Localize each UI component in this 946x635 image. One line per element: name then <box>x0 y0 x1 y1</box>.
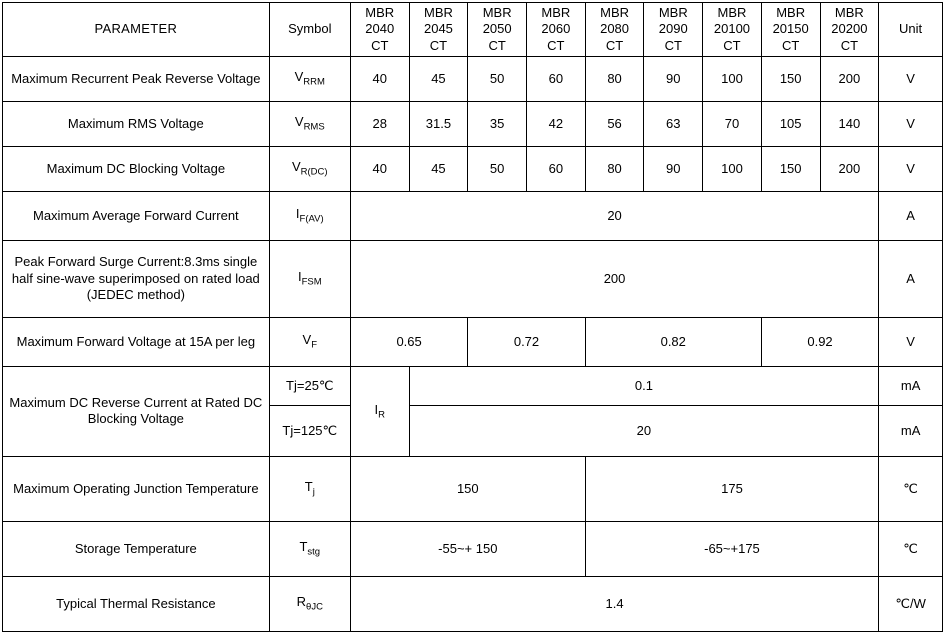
part-line-1: MBR <box>424 5 453 20</box>
symbol-subscript: FSM <box>301 276 322 288</box>
part-line-2: 2040 <box>365 21 395 37</box>
row-parameter: Typical Thermal Resistance <box>3 577 270 632</box>
symbol-base: V <box>294 69 304 85</box>
cell-value: 105 <box>761 101 820 146</box>
cell-value: 100 <box>703 56 762 101</box>
part-line-3: CT <box>605 37 624 53</box>
symbol-base: T <box>299 539 308 555</box>
part-line-3: CT <box>723 37 741 53</box>
symbol-subscript: θJC <box>306 601 323 613</box>
cell-value: 45 <box>409 56 468 101</box>
cell-value-group: 0.92 <box>761 317 878 366</box>
part-line-2: 2090 <box>658 21 688 37</box>
symbol-subscript: F <box>311 339 318 351</box>
row-symbol <box>269 317 350 366</box>
cell-value: 200 <box>820 146 879 191</box>
row-symbol <box>350 366 409 456</box>
row-unit: V <box>879 146 943 191</box>
part-line-2: 20200 <box>831 21 868 37</box>
cell-value: 50 <box>468 56 527 101</box>
header-part-mbr2090ct <box>644 3 703 57</box>
cell-value: 60 <box>527 56 586 101</box>
cell-value: 80 <box>585 56 644 101</box>
table-row <box>3 56 943 101</box>
cell-value: 80 <box>585 146 644 191</box>
table-row <box>3 191 943 240</box>
cell-value: 90 <box>644 56 703 101</box>
symbol-base: V <box>291 159 301 175</box>
table-row <box>3 146 943 191</box>
part-line-2: 2060 <box>541 21 571 37</box>
part-line-1: MBR <box>365 5 395 20</box>
part-line-1: MBR <box>834 5 864 20</box>
cell-value: 56 <box>585 101 644 146</box>
part-line-3: CT <box>781 37 800 53</box>
cell-value: 31.5 <box>409 101 468 146</box>
symbol-base: V <box>294 114 304 130</box>
header-parameter: PARAMETER <box>3 3 270 57</box>
cell-value-merged: 20 <box>409 406 879 457</box>
cell-value: 70 <box>703 101 762 146</box>
part-line-1: MBR <box>482 5 512 20</box>
row-unit: A <box>879 240 943 317</box>
table-row <box>3 577 943 632</box>
cell-value-group: 0.72 <box>468 317 585 366</box>
cell-value-group: 150 <box>350 457 585 522</box>
table-row <box>3 366 943 405</box>
symbol-subscript: R <box>378 409 385 421</box>
part-line-1: MBR <box>717 5 747 20</box>
part-line-2: 2080 <box>600 21 630 37</box>
header-symbol: Symbol <box>269 3 350 57</box>
row-symbol <box>269 191 350 240</box>
header-part-mbr20200ct <box>820 3 879 57</box>
cell-value-group: 0.82 <box>585 317 761 366</box>
row-unit: V <box>879 56 943 101</box>
cell-value-merged: 20 <box>350 191 878 240</box>
cell-value-group: -65~+175 <box>585 522 879 577</box>
cell-value: 50 <box>468 146 527 191</box>
row-unit: V <box>879 317 943 366</box>
cell-value: 45 <box>409 146 468 191</box>
symbol-subscript: j <box>312 486 315 498</box>
cell-value: 150 <box>761 146 820 191</box>
part-line-1: MBR <box>658 5 688 20</box>
header-part-mbr2080ct <box>585 3 644 57</box>
header-part-mbr2060ct <box>527 3 586 57</box>
header-part-mbr2050ct <box>468 3 527 57</box>
row-unit: A <box>879 191 943 240</box>
row-parameter: Maximum Forward Voltage at 15A per leg <box>3 317 270 366</box>
row-parameter: Storage Temperature <box>3 522 270 577</box>
row-symbol <box>269 240 350 317</box>
part-line-3: CT <box>664 37 682 53</box>
cell-value: 63 <box>644 101 703 146</box>
row-unit: mA <box>879 366 943 405</box>
header-part-mbr20100ct <box>703 3 762 57</box>
symbol-subscript: RMS <box>303 121 325 133</box>
cell-value: 140 <box>820 101 879 146</box>
cell-value-group: 0.65 <box>350 317 467 366</box>
cell-value: 60 <box>527 146 586 191</box>
part-line-2: 20100 <box>713 21 751 37</box>
table-row <box>3 240 943 317</box>
symbol-subscript: RRM <box>303 76 325 88</box>
part-line-2: 2050 <box>482 21 512 37</box>
cell-value-merged: 1.4 <box>350 577 878 632</box>
header-unit: Unit <box>879 3 943 57</box>
row-symbol <box>269 56 350 101</box>
header-part-mbr2040ct <box>350 3 409 57</box>
part-line-3: CT <box>547 37 565 53</box>
row-parameter: Maximum Recurrent Peak Reverse Voltage <box>3 56 270 101</box>
row-unit: ℃/W <box>879 577 943 632</box>
row-symbol <box>269 522 350 577</box>
row-parameter: Maximum DC Reverse Current at Rated DC Blocking Voltage <box>3 366 270 456</box>
row-parameter: Peak Forward Surge Current:8.3ms single half sine-wave superimposed on rated load (JEDEC method) <box>3 240 270 317</box>
part-line-3: CT <box>371 37 389 53</box>
symbol-base: I <box>295 206 300 222</box>
cell-value: 35 <box>468 101 527 146</box>
cell-value: 150 <box>761 56 820 101</box>
table-row <box>3 522 943 577</box>
part-line-3: CT <box>488 37 506 53</box>
cell-value-merged: 200 <box>350 240 878 317</box>
table-row <box>3 317 943 366</box>
cell-value: 90 <box>644 146 703 191</box>
electrical-characteristics-table <box>2 2 943 632</box>
header-part-mbr2045ct <box>409 3 468 57</box>
cell-value: 42 <box>527 101 586 146</box>
table-header-row <box>3 3 943 57</box>
table-row <box>3 101 943 146</box>
part-line-2: 20150 <box>772 21 809 37</box>
cell-value: 100 <box>703 146 762 191</box>
symbol-subscript: R(DC) <box>300 166 328 178</box>
cell-value-merged: 0.1 <box>409 366 879 405</box>
cell-value: 40 <box>350 56 409 101</box>
row-unit: V <box>879 101 943 146</box>
symbol-base: I <box>374 401 379 417</box>
symbol-base: T <box>304 479 313 495</box>
row-symbol <box>269 457 350 522</box>
table-row <box>3 457 943 522</box>
symbol-base: I <box>297 269 302 285</box>
part-line-1: MBR <box>776 5 806 20</box>
row-parameter: Maximum RMS Voltage <box>3 101 270 146</box>
row-parameter: Maximum Operating Junction Temperature <box>3 457 270 522</box>
cell-value-group: -55~+ 150 <box>350 522 585 577</box>
cell-value: 40 <box>350 146 409 191</box>
row-symbol <box>269 146 350 191</box>
part-line-1: MBR <box>541 5 571 20</box>
row-symbol <box>269 577 350 632</box>
part-line-1: MBR <box>600 5 629 20</box>
row-condition: Tj=25℃ <box>269 366 350 405</box>
symbol-base: V <box>302 332 312 348</box>
symbol-subscript: F(AV) <box>299 213 324 225</box>
symbol-subscript: stg <box>307 546 321 558</box>
cell-value-group: 175 <box>585 457 879 522</box>
symbol-base: R <box>296 594 307 610</box>
header-part-mbr20150ct <box>761 3 820 57</box>
row-unit: ℃ <box>879 457 943 522</box>
row-symbol <box>269 101 350 146</box>
row-condition: Tj=125℃ <box>269 406 350 457</box>
part-line-3: CT <box>429 37 448 53</box>
row-unit: mA <box>879 406 943 457</box>
row-parameter: Maximum DC Blocking Voltage <box>3 146 270 191</box>
row-parameter: Maximum Average Forward Current <box>3 191 270 240</box>
cell-value: 200 <box>820 56 879 101</box>
cell-value: 28 <box>350 101 409 146</box>
part-line-2: 2045 <box>423 21 453 37</box>
part-line-3: CT <box>840 37 859 53</box>
row-unit: ℃ <box>879 522 943 577</box>
